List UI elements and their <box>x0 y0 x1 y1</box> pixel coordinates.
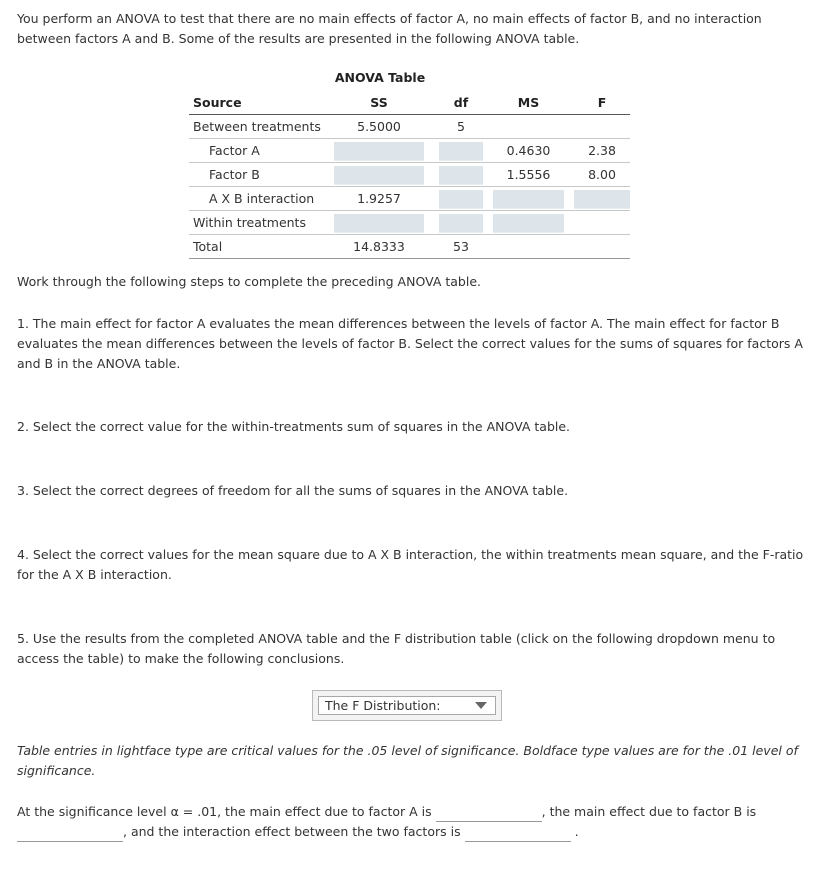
factor-b-conclusion-select[interactable] <box>17 827 123 842</box>
row-factor-a <box>189 139 630 163</box>
conclusion-part-2: , the main effect due to factor B is <box>541 804 757 819</box>
header-df: df <box>453 95 469 110</box>
step-1-text: 1. The main effect for factor A evaluates the mean differences between the levels of factor A. The main effect for factor B evaluates the mean differences between the levels of factor B. Select the correct values for the sums of squares for factors A and B in the ANOVA table. <box>17 316 803 371</box>
conclusion-part-3: , and the interaction effect between the two factors is <box>123 824 461 839</box>
dropdown-label: The F Distribution: <box>325 698 441 713</box>
step-3-text: 3. Select the correct degrees of freedom for all the sums of squares in the ANOVA table. <box>17 483 569 498</box>
anova-table-title: ANOVA Table <box>334 70 426 85</box>
step-2-text: 2. Select the correct value for the within-treatments sum of squares in the ANOVA table. <box>17 419 571 434</box>
ms-value: 0.4630 <box>506 143 551 158</box>
source-label: Between treatments <box>193 119 321 134</box>
row-within-treatments <box>189 211 630 235</box>
source-label: Total <box>193 239 223 254</box>
table-header-row <box>189 91 630 115</box>
header-ms: MS <box>517 95 540 110</box>
ms-value: 1.5556 <box>506 167 551 182</box>
df-value: 5 <box>457 119 465 134</box>
conclusion-part-1: At the significance level α = .01, the main effect due to factor A is <box>17 804 432 819</box>
table-note-text: Table entries in lightface type are critical values for the .05 level of significance. Boldface type values are for the .01 level of significance. <box>17 743 798 778</box>
f-interaction-select[interactable] <box>574 190 630 209</box>
source-label: A X B interaction <box>209 191 315 206</box>
header-ss: SS <box>370 95 388 110</box>
f-distribution-select[interactable] <box>318 696 496 715</box>
ss-value: 1.9257 <box>357 191 401 206</box>
conclusion-text <box>17 802 807 842</box>
source-label: Within treatments <box>193 215 306 230</box>
df-factor-b-select[interactable] <box>439 166 483 185</box>
header-f: F <box>597 95 607 110</box>
factor-a-conclusion-select[interactable] <box>436 807 542 822</box>
header-source: Source <box>193 95 242 110</box>
step-4-text: 4. Select the correct values for the mean square due to A X B interaction, the within treatments mean square, and the F-ratio for the A X B interaction. <box>17 547 804 582</box>
ss-within-select[interactable] <box>334 214 424 233</box>
row-between-treatments <box>189 115 630 139</box>
f-value: 8.00 <box>588 167 616 182</box>
work-through-text: Work through the following steps to complete the preceding ANOVA table. <box>17 274 481 289</box>
ss-factor-a-select[interactable] <box>334 142 424 161</box>
f-value: 2.38 <box>588 143 616 158</box>
chevron-down-icon[interactable] <box>475 702 487 709</box>
source-label: Factor A <box>209 143 260 158</box>
df-factor-a-select[interactable] <box>439 142 483 161</box>
row-interaction <box>189 187 630 211</box>
ms-interaction-select[interactable] <box>493 190 564 209</box>
anova-table <box>189 91 630 259</box>
source-label: Factor B <box>209 167 260 182</box>
f-distribution-dropdown[interactable] <box>312 690 502 721</box>
step-5-text: 5. Use the results from the completed ANOVA table and the F distribution table (click on the following dropdown menu to access the table) to make the following conclusions. <box>17 631 776 666</box>
ss-value: 5.5000 <box>357 119 401 134</box>
row-factor-b <box>189 163 630 187</box>
df-value: 53 <box>453 239 469 254</box>
conclusion-part-4: . <box>574 824 579 839</box>
ss-value: 14.8333 <box>353 239 405 254</box>
df-within-select[interactable] <box>439 214 483 233</box>
interaction-conclusion-select[interactable] <box>465 827 571 842</box>
df-interaction-select[interactable] <box>439 190 483 209</box>
ms-within-select[interactable] <box>493 214 564 233</box>
ss-factor-b-select[interactable] <box>334 166 424 185</box>
intro-text: You perform an ANOVA to test that there are no main effects of factor A, no main effects of factor B, and no interaction between factors A and B. Some of the results are presented in the following ANOVA table. <box>17 11 762 46</box>
row-total <box>189 235 630 259</box>
